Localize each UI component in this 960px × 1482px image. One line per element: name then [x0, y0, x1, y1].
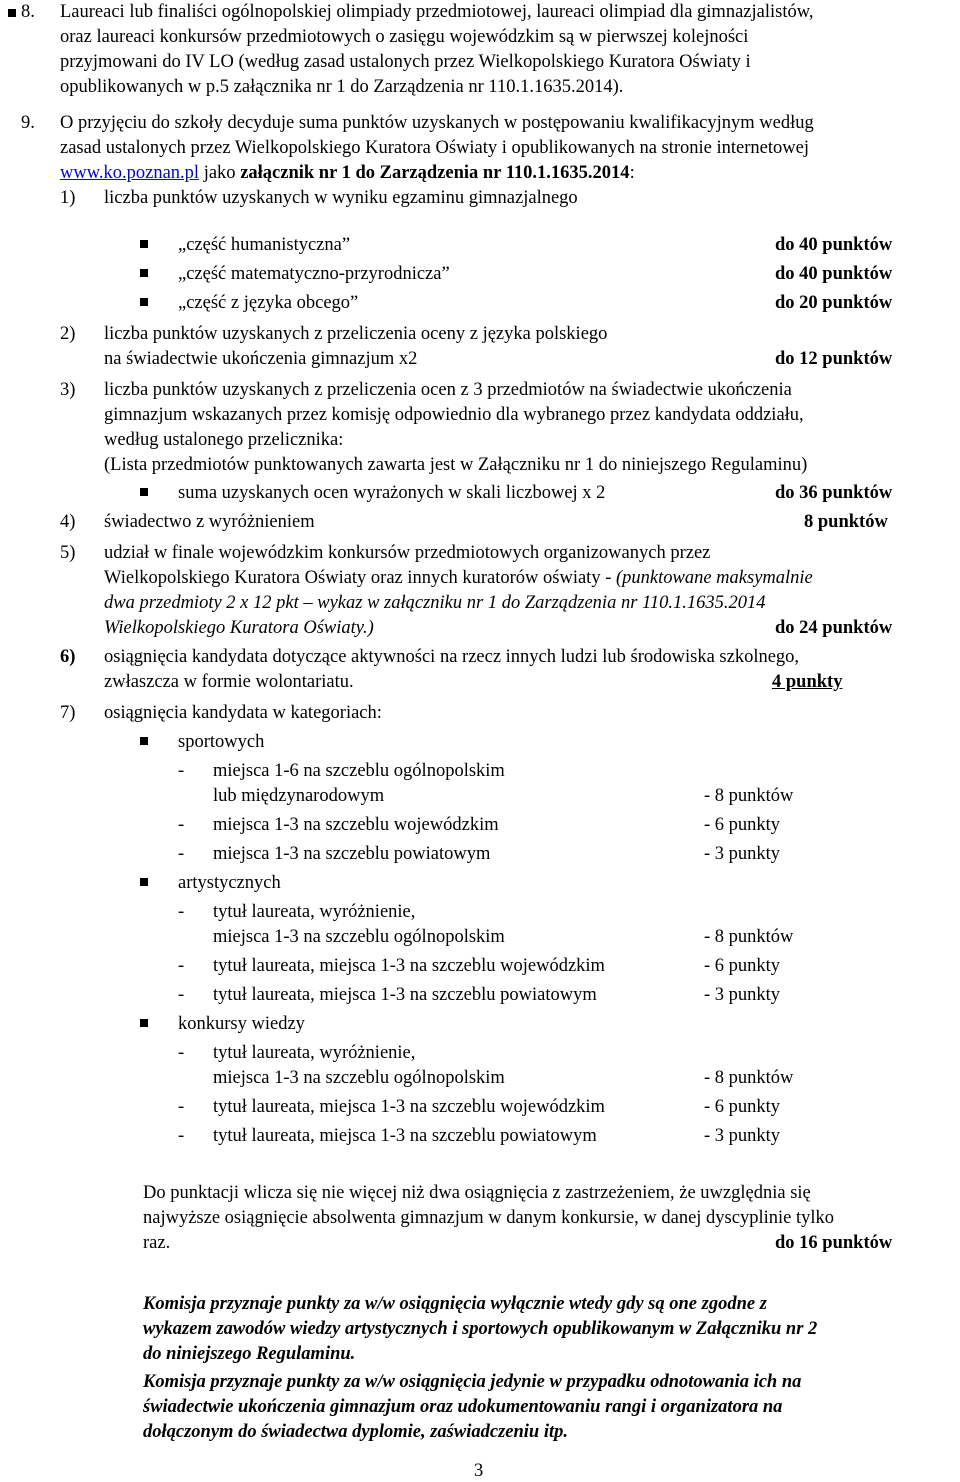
exam-part-text: „część z języka obcego” — [178, 293, 359, 313]
point-3-line: gimnazjum wskazanych przez komisję odpowiednio dla wybranego przez kandydata oddziału, — [104, 405, 804, 425]
achievement-points: - 8 punktów — [704, 1068, 794, 1088]
item-8-line: oraz laureaci konkursów przedmiotowych o zasięgu wojewódzkim są w pierwszej kolejności — [60, 27, 749, 47]
dash: - — [178, 985, 185, 1005]
achievement-text: miejsca 1-3 na szczeblu wojewódzkim — [213, 815, 499, 835]
item-9-reference-end: : — [629, 163, 635, 183]
point-3-points: do 36 punktów — [775, 483, 893, 503]
commission-note-line: Komisja przyznaje punkty za w/w osiągnięcia jedynie w przypadku odnotowania ich na — [143, 1372, 802, 1392]
point-5-line-plain: Wielkopolskiego Kuratora Oświaty oraz innych kuratorów oświaty - — [104, 568, 616, 588]
commission-note-line: wykazem zawodów wiedzy artystycznych i sportowych opublikowanym w Załączniku nr 2 — [143, 1319, 818, 1339]
point-4-text: świadectwo z wyróżnieniem — [104, 512, 315, 532]
item-9-link-tail: jako — [199, 163, 241, 183]
achievement-text: tytuł laureata, miejsca 1-3 na szczeblu wojewódzkim — [213, 956, 605, 976]
bullet-icon — [140, 240, 148, 248]
achievement-text: miejsca 1-6 na szczeblu ogólnopolskim — [213, 761, 505, 781]
point-5-line: udział w finale wojewódzkim konkursów przedmiotowych organizowanych przez — [104, 543, 711, 563]
exam-part-points: do 40 punktów — [775, 264, 893, 284]
point-2-line: liczba punktów uzyskanych z przeliczenia oceny z języka polskiego — [104, 324, 608, 344]
point-4-points: 8 punktów — [804, 512, 888, 532]
note-points: do 16 punktów — [775, 1233, 893, 1253]
bullet-icon — [140, 737, 148, 745]
point-6-points: 4 punkty — [772, 672, 843, 692]
dash: - — [178, 815, 185, 835]
commission-note-line: Komisja przyznaje punkty za w/w osiągnięcia wyłącznie wtedy gdy są one zgodne z — [143, 1294, 767, 1314]
point-3-line: liczba punktów uzyskanych z przeliczenia ocen z 3 przedmiotów na świadectwie ukończenia — [104, 380, 792, 400]
point-1-label: 1) — [60, 188, 76, 208]
bullet-icon — [140, 298, 148, 306]
page-number: 3 — [474, 1461, 484, 1481]
achievement-text: miejsca 1-3 na szczeblu ogólnopolskim — [213, 1068, 505, 1088]
item-8-line: Laureaci lub finaliści ogólnopolskiej olimpiady przedmiotowej, laureaci olimpiad dla gimnazjalistów, — [60, 2, 814, 22]
achievement-text: miejsca 1-3 na szczeblu powiatowym — [213, 844, 491, 864]
point-3-bullet: suma uzyskanych ocen wyrażonych w skali liczbowej x 2 — [178, 483, 606, 503]
point-5-line: dwa przedmioty 2 x 12 pkt – wykaz w załączniku nr 1 do Zarządzenia nr 110.1.1635.2014 — [104, 593, 766, 613]
exam-part-points: do 20 punktów — [775, 293, 893, 313]
item-9-line — [60, 162, 635, 184]
point-3-label: 3) — [60, 380, 76, 400]
item-8-number: 8. — [21, 2, 35, 22]
point-3-line: (Lista przedmiotów punktowanych zawarta jest w Załączniku nr 1 do niniejszego Regulaminu) — [104, 455, 808, 475]
bullet-icon — [8, 9, 16, 17]
bullet-icon — [140, 269, 148, 277]
achievement-text: tytuł laureata, miejsca 1-3 na szczeblu powiatowym — [213, 1126, 597, 1146]
achievement-points: - 6 punkty — [704, 956, 781, 976]
point-2-points: do 12 punktów — [775, 349, 893, 369]
point-1-text: liczba punktów uzyskanych w wyniku egzaminu gimnazjalnego — [104, 188, 578, 208]
point-2-label: 2) — [60, 324, 76, 344]
website-link[interactable]: www.ko.poznan.pl — [60, 163, 200, 183]
achievement-text: miejsca 1-3 na szczeblu ogólnopolskim — [213, 927, 505, 947]
achievement-text: tytuł laureata, wyróżnienie, — [213, 902, 416, 922]
item-9-line: zasad ustalonych przez Wielkopolskiego Kuratora Oświaty i opublikowanych na stronie internetowej — [60, 138, 809, 158]
dash: - — [178, 1043, 185, 1063]
achievement-text: tytuł laureata, miejsca 1-3 na szczeblu powiatowym — [213, 985, 597, 1005]
note-line: najwyższe osiągnięcie absolwenta gimnazjum w danym konkursie, w danej dyscyplinie tylko — [143, 1208, 835, 1228]
achievement-text: tytuł laureata, wyróżnienie, — [213, 1043, 416, 1063]
dash: - — [178, 761, 185, 781]
point-5-label: 5) — [60, 543, 76, 563]
exam-part-text: „część humanistyczna” — [178, 235, 351, 255]
item-8-line: opublikowanych w p.5 załącznika nr 1 do Zarządzenia nr 110.1.1635.2014). — [60, 77, 624, 97]
point-5-points: do 24 punktów — [775, 618, 893, 638]
achievement-points: - 3 punkty — [704, 1126, 781, 1146]
point-5-line-italic: (punktowane maksymalnie — [615, 568, 813, 588]
exam-part-text: „część matematyczno-przyrodnicza” — [178, 264, 450, 284]
exam-part-points: do 40 punktów — [775, 235, 893, 255]
point-5-line: Wielkopolskiego Kuratora Oświaty.) — [104, 618, 374, 638]
commission-note-line: świadectwie ukończenia gimnazjum oraz udokumentowaniu rangi i organizatora na — [143, 1397, 783, 1417]
point-3-line: według ustalonego przelicznika: — [104, 430, 344, 450]
point-7-label: 7) — [60, 703, 76, 723]
point-2-line: na świadectwie ukończenia gimnazjum x2 — [104, 349, 418, 369]
note-line: Do punktacji wlicza się nie więcej niż dwa osiągnięcia z zastrzeżeniem, że uwzględnia się — [143, 1183, 811, 1203]
bullet-icon — [140, 488, 148, 496]
note-line: raz. — [143, 1233, 171, 1253]
dash: - — [178, 1126, 185, 1146]
achievement-points: - 3 punkty — [704, 985, 781, 1005]
point-6-line: zwłaszcza w formie wolontariatu. — [104, 672, 354, 692]
achievement-points: - 6 punkty — [704, 815, 781, 835]
point-4-label: 4) — [60, 512, 76, 532]
bullet-icon — [140, 1019, 148, 1027]
point-6-line: osiągnięcia kandydata dotyczące aktywności na rzecz innych ludzi lub środowiska szkolnego, — [104, 647, 800, 667]
point-7-text: osiągnięcia kandydata w kategoriach: — [104, 703, 382, 723]
achievement-text: tytuł laureata, miejsca 1-3 na szczeblu wojewódzkim — [213, 1097, 605, 1117]
achievement-points: - 8 punktów — [704, 786, 794, 806]
achievement-points: - 8 punktów — [704, 927, 794, 947]
dash: - — [178, 1097, 185, 1117]
item-9-number: 9. — [21, 113, 35, 133]
item-8-line: przyjmowani do IV LO (według zasad ustalonych przez Wielkopolskiego Kuratora Oświaty i — [60, 52, 751, 72]
point-6-label: 6) — [60, 647, 76, 667]
category-title-sport: sportowych — [178, 732, 265, 752]
commission-note-line: do niniejszego Regulaminu. — [143, 1344, 356, 1364]
point-5-line — [104, 567, 813, 589]
commission-note-line: dołączonym do świadectwa dyplomie, zaświadczeniu itp. — [143, 1422, 568, 1442]
achievement-text: lub międzynarodowym — [213, 786, 385, 806]
dash: - — [178, 902, 185, 922]
category-title-knowledge: konkursy wiedzy — [178, 1014, 305, 1034]
dash: - — [178, 844, 185, 864]
item-9-reference: załącznik nr 1 do Zarządzenia nr 110.1.1635.2014 — [240, 163, 630, 183]
achievement-points: - 3 punkty — [704, 844, 781, 864]
item-9-line: O przyjęciu do szkoły decyduje suma punktów uzyskanych w postępowaniu kwalifikacyjnym według — [60, 113, 814, 133]
dash: - — [178, 956, 185, 976]
bullet-icon — [140, 878, 148, 886]
achievement-points: - 6 punkty — [704, 1097, 781, 1117]
category-title-art: artystycznych — [178, 873, 281, 893]
